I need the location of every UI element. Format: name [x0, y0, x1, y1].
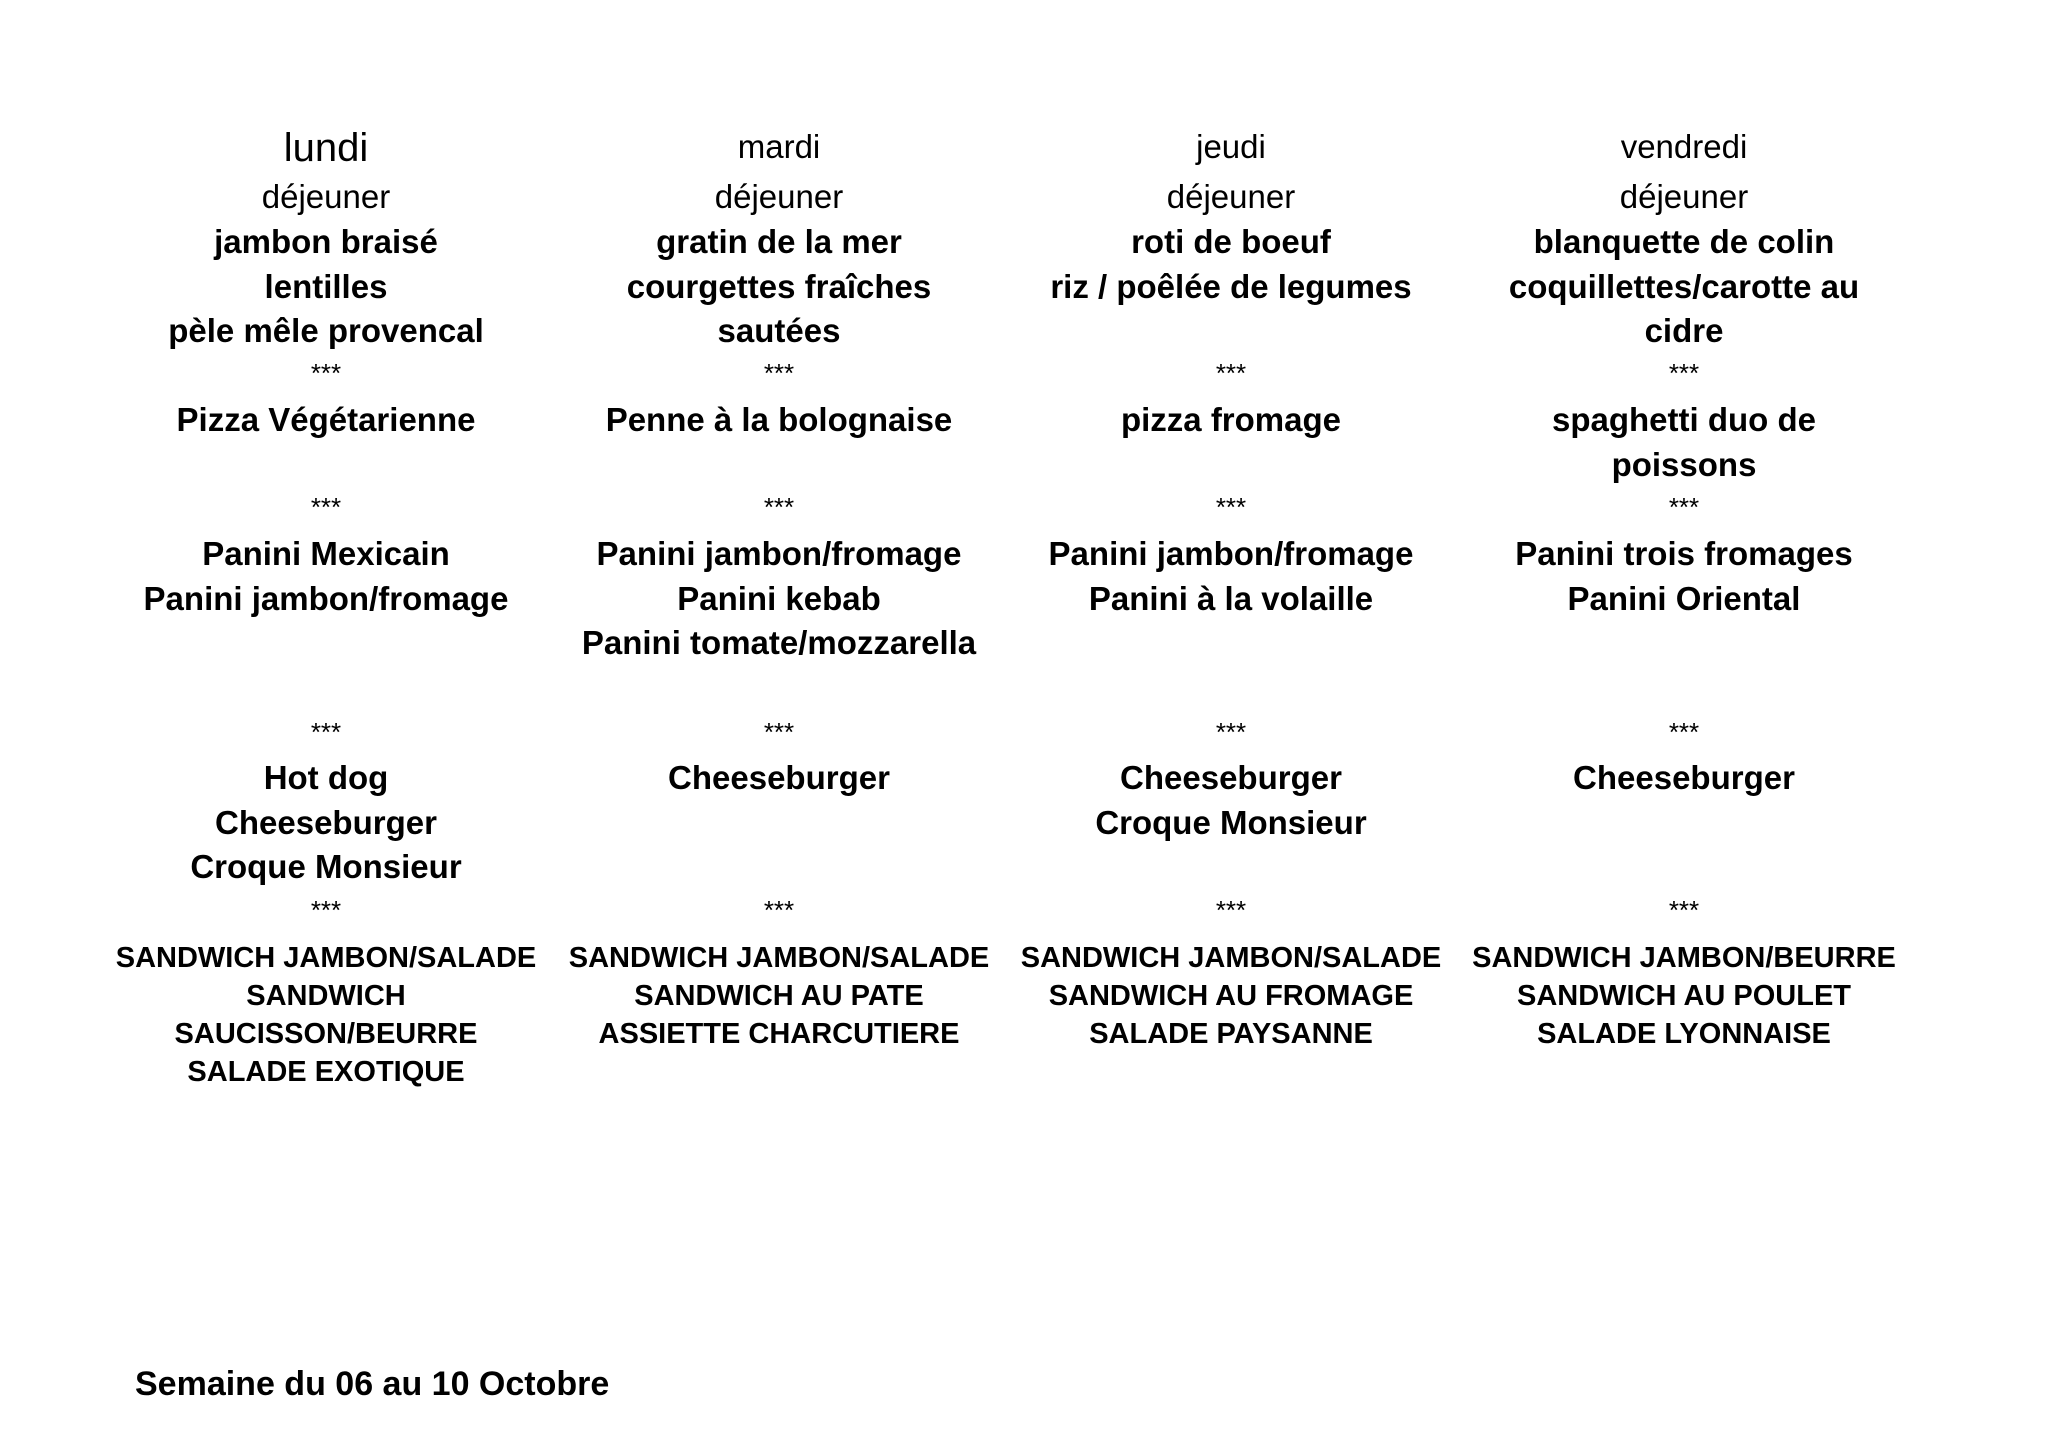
paninis-list — [1464, 532, 1904, 621]
menu-item: gratin de la mer — [656, 223, 902, 260]
menu-item: SANDWICH AU FROMAGE — [1048, 980, 1414, 1012]
menu-item: Pizza Végétarienne — [176, 401, 476, 438]
sandwichs-list — [106, 939, 546, 1091]
menu-item: Hot dog — [263, 759, 389, 796]
menu-item: SAUCISSON/BEURRE — [174, 1018, 478, 1050]
menu-item: SANDWICH — [246, 980, 406, 1012]
separator: *** — [1668, 492, 1700, 522]
sandwichs-list — [559, 939, 999, 1053]
menu-item: courgettes fraîches — [626, 267, 932, 305]
separator: *** — [1668, 358, 1700, 388]
plats-list — [1011, 220, 1451, 309]
day-title: jeudi — [1196, 128, 1266, 165]
menu-item: Panini trois fromages — [1515, 535, 1853, 572]
day-title: lundi — [283, 126, 369, 170]
snacks-list — [559, 756, 999, 801]
paninis-list — [1011, 532, 1451, 621]
separator: *** — [1668, 895, 1700, 925]
separator: *** — [1215, 358, 1247, 388]
separator: *** — [1668, 717, 1700, 747]
plats-list — [106, 220, 546, 354]
menu-item: coquillettes/carotte au — [1508, 267, 1860, 305]
menu-item: SANDWICH AU PATE — [634, 980, 924, 1012]
paninis-list — [559, 532, 999, 666]
menu-item: cidre — [1644, 312, 1724, 349]
day-title: mardi — [737, 128, 821, 165]
paninis-list — [106, 532, 546, 621]
menu-item: spaghetti duo de — [1552, 401, 1816, 438]
separator: *** — [310, 717, 342, 747]
meal-label: déjeuner — [1619, 178, 1749, 215]
menu-item: SANDWICH JAMBON/SALADE — [1020, 942, 1442, 974]
menu-item: Panini à la volaille — [1088, 579, 1374, 617]
menu-item: SALADE EXOTIQUE — [187, 1056, 465, 1088]
separator: *** — [310, 895, 342, 925]
menu-item: lentilles — [264, 267, 388, 305]
meal-label: déjeuner — [1166, 178, 1296, 215]
plats-list — [1464, 220, 1904, 354]
pates-list — [559, 398, 999, 443]
menu-item: sautées — [717, 312, 841, 349]
snacks-list — [1011, 756, 1451, 845]
pates-list — [106, 398, 546, 443]
separator: *** — [763, 492, 795, 522]
menu-item: Cheeseburger — [1120, 759, 1342, 796]
menu-item: Panini Oriental — [1567, 579, 1801, 617]
pates-list — [1464, 398, 1904, 487]
menu-item: SALADE PAYSANNE — [1089, 1018, 1373, 1050]
separator: *** — [1215, 895, 1247, 925]
menu-item: Panini Mexicain — [202, 535, 450, 572]
menu-item: Panini jambon/fromage — [143, 579, 509, 617]
menu-item: SANDWICH AU POULET — [1516, 980, 1852, 1012]
plats-list — [559, 220, 999, 354]
menu-item: ASSIETTE CHARCUTIERE — [598, 1018, 960, 1050]
menu-item: Croque Monsieur — [190, 848, 462, 885]
week-label: Semaine du 06 au 10 Octobre — [135, 1365, 610, 1403]
menu-item: SANDWICH JAMBON/SALADE — [568, 942, 990, 974]
separator: *** — [763, 717, 795, 747]
menu-item: Penne à la bolognaise — [605, 401, 953, 438]
menu-item: poissons — [1611, 445, 1757, 483]
snacks-list — [106, 756, 546, 890]
sandwichs-list — [1464, 939, 1904, 1053]
menu-item: SANDWICH JAMBON/BEURRE — [1472, 942, 1896, 974]
menu-item: SANDWICH JAMBON/SALADE — [115, 942, 537, 974]
menu-item: Cheeseburger — [1573, 759, 1795, 796]
menu-item: SALADE LYONNAISE — [1537, 1018, 1831, 1050]
menu-item: Croque Monsieur — [1095, 803, 1367, 841]
pates-list — [1011, 398, 1451, 443]
menu-item: Panini jambon/fromage — [596, 535, 962, 572]
separator: *** — [1215, 717, 1247, 747]
menu-item: Cheeseburger — [215, 803, 437, 841]
meal-label: déjeuner — [714, 178, 844, 215]
menu-item: jambon braisé — [214, 223, 438, 260]
menu-item: riz / poêlée de legumes — [1050, 267, 1412, 305]
menu-item: pèle mêle provencal — [168, 312, 484, 349]
separator: *** — [310, 358, 342, 388]
sandwichs-list — [1011, 939, 1451, 1053]
separator: *** — [763, 895, 795, 925]
menu-item: roti de boeuf — [1131, 223, 1331, 260]
menu-item: pizza fromage — [1120, 401, 1342, 438]
menu-item: Panini tomate/mozzarella — [581, 624, 977, 661]
separator: *** — [763, 358, 795, 388]
day-title: vendredi — [1620, 128, 1748, 165]
menu-item: Panini jambon/fromage — [1048, 535, 1414, 572]
menu-item: Cheeseburger — [668, 759, 890, 796]
separator: *** — [310, 492, 342, 522]
snacks-list — [1464, 756, 1904, 801]
menu-item: Panini kebab — [677, 579, 881, 617]
separator: *** — [1215, 492, 1247, 522]
meal-label: déjeuner — [261, 178, 391, 215]
menu-item: blanquette de colin — [1533, 223, 1835, 260]
